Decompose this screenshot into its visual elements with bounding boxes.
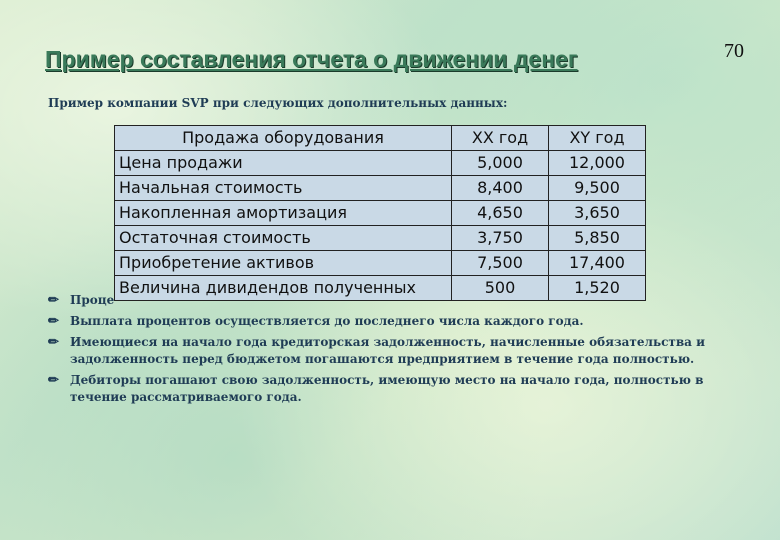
- column-header: XY год: [549, 126, 646, 151]
- page-title: Пример составления отчета о движении денег: [45, 46, 578, 72]
- bullet-list: [48, 292, 748, 410]
- cell-xy: 1,520: [549, 276, 646, 301]
- row-label: Величина дивидендов полученных: [115, 276, 452, 301]
- row-label: Накопленная амортизация: [115, 201, 452, 226]
- column-header: Продажа оборудования: [115, 126, 452, 151]
- table-header-row: [115, 126, 646, 151]
- bullet-item: [48, 372, 748, 406]
- table-row: [115, 151, 646, 176]
- bullet-text: Выплата процентов осуществляется до последнего числа каждого года.: [70, 314, 584, 328]
- bullet-item: [48, 313, 748, 330]
- pencil-icon: ✏: [48, 335, 59, 350]
- equipment-sale-table: [114, 125, 646, 301]
- row-label: Приобретение активов: [115, 251, 452, 276]
- column-header: XX год: [452, 126, 549, 151]
- cell-xy: 3,650: [549, 201, 646, 226]
- table-row: [115, 276, 646, 301]
- bullet-item: [48, 334, 748, 368]
- cell-xx: 5,000: [452, 151, 549, 176]
- table-row: [115, 176, 646, 201]
- table-row: [115, 226, 646, 251]
- bullet-text: Дебиторы погашают свою задолженность, имеющую место на начало года, полностью в течение рассматриваемого года.: [70, 373, 704, 404]
- cell-xx: 7,500: [452, 251, 549, 276]
- table-row: [115, 201, 646, 226]
- cell-xx: 4,650: [452, 201, 549, 226]
- page-number: 70: [724, 40, 744, 62]
- cell-xx: 3,750: [452, 226, 549, 251]
- subtitle: Пример компании SVP при следующих дополнительных данных:: [48, 96, 508, 110]
- cell-xy: 12,000: [549, 151, 646, 176]
- row-label: Начальная стоимость: [115, 176, 452, 201]
- bullet-text: Имеющиеся на начало года кредиторская задолженность, начисленные обязательства и задолженность перед бюджетом погашаются предприятием в течение года полностью.: [70, 335, 706, 366]
- cell-xx: 8,400: [452, 176, 549, 201]
- pencil-icon: ✏: [48, 373, 59, 388]
- bullet-text: Проце: [70, 293, 115, 307]
- pencil-icon: ✏: [48, 314, 59, 329]
- cell-xx: 500: [452, 276, 549, 301]
- table-row: [115, 251, 646, 276]
- row-label: Остаточная стоимость: [115, 226, 452, 251]
- cell-xy: 9,500: [549, 176, 646, 201]
- cell-xy: 17,400: [549, 251, 646, 276]
- row-label: Цена продажи: [115, 151, 452, 176]
- pencil-icon: ✏: [48, 293, 59, 308]
- cell-xy: 5,850: [549, 226, 646, 251]
